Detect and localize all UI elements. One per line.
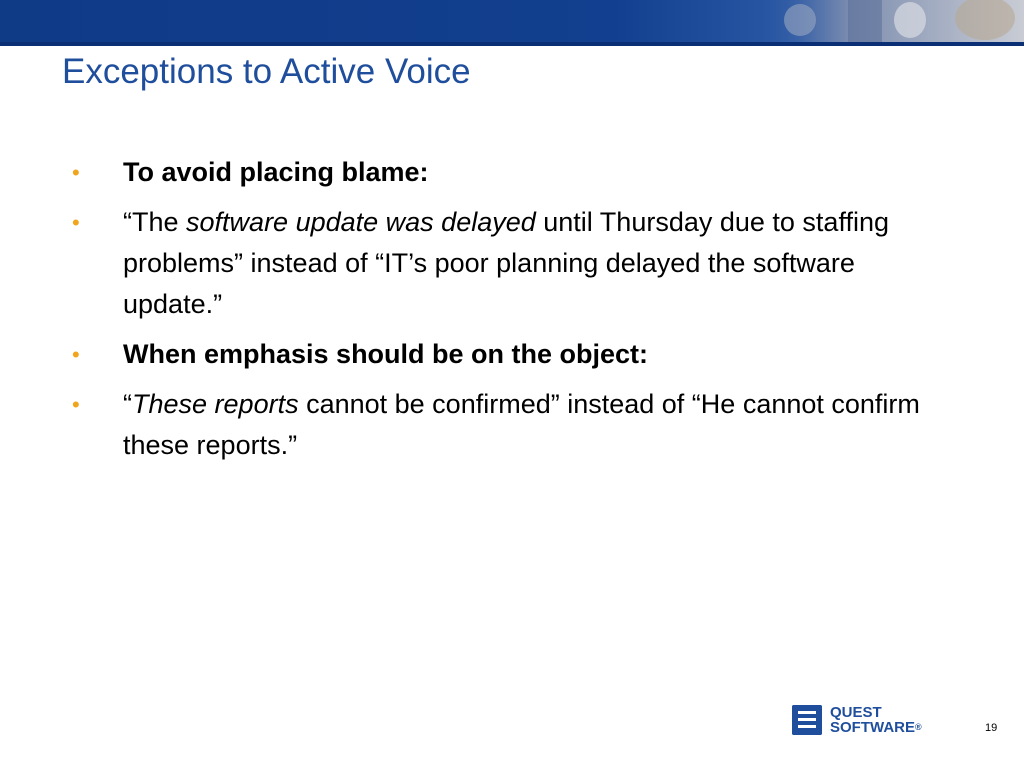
bullet-item — [72, 334, 952, 375]
bullet-dot-icon: • — [72, 210, 80, 235]
header-photo-strip — [760, 0, 1024, 42]
bullet-text-prefix: “The — [123, 207, 187, 237]
slide-title: Exceptions to Active Voice — [62, 52, 471, 91]
bullet-dot-icon: • — [72, 160, 80, 185]
bullet-text-italic: These reports — [132, 389, 299, 419]
bullet-heading: When emphasis should be on the object: — [123, 339, 649, 369]
header-bar — [0, 0, 1024, 46]
page-number: 19 — [985, 722, 998, 734]
bullet-dot-icon: • — [72, 342, 80, 367]
bullet-text-prefix: “ — [123, 389, 132, 419]
bullet-text-suffix: until Thursday due to staffing problems” instead of “IT’s poor planning delayed the software update.” — [123, 207, 889, 319]
bullet-item — [72, 384, 952, 466]
quest-logo-icon — [792, 705, 822, 735]
logo-registered-mark: ® — [915, 722, 922, 732]
logo-line2: SOFTWARE — [830, 719, 915, 736]
bullet-text-italic: software update was delayed — [186, 207, 536, 237]
quest-software-logo — [792, 705, 962, 737]
logo-wordmark — [830, 705, 922, 735]
logo-line2-wrap — [830, 720, 922, 735]
bullet-item — [72, 152, 952, 193]
bullet-heading: To avoid placing blame: — [123, 157, 429, 187]
logo-line1: QUEST — [830, 704, 882, 721]
bullet-item — [72, 202, 952, 325]
bullet-dot-icon: • — [72, 392, 80, 417]
bullet-list — [72, 152, 952, 475]
bullet-text-suffix: cannot be confirmed” instead of “He cannot confirm these reports.” — [123, 389, 920, 460]
